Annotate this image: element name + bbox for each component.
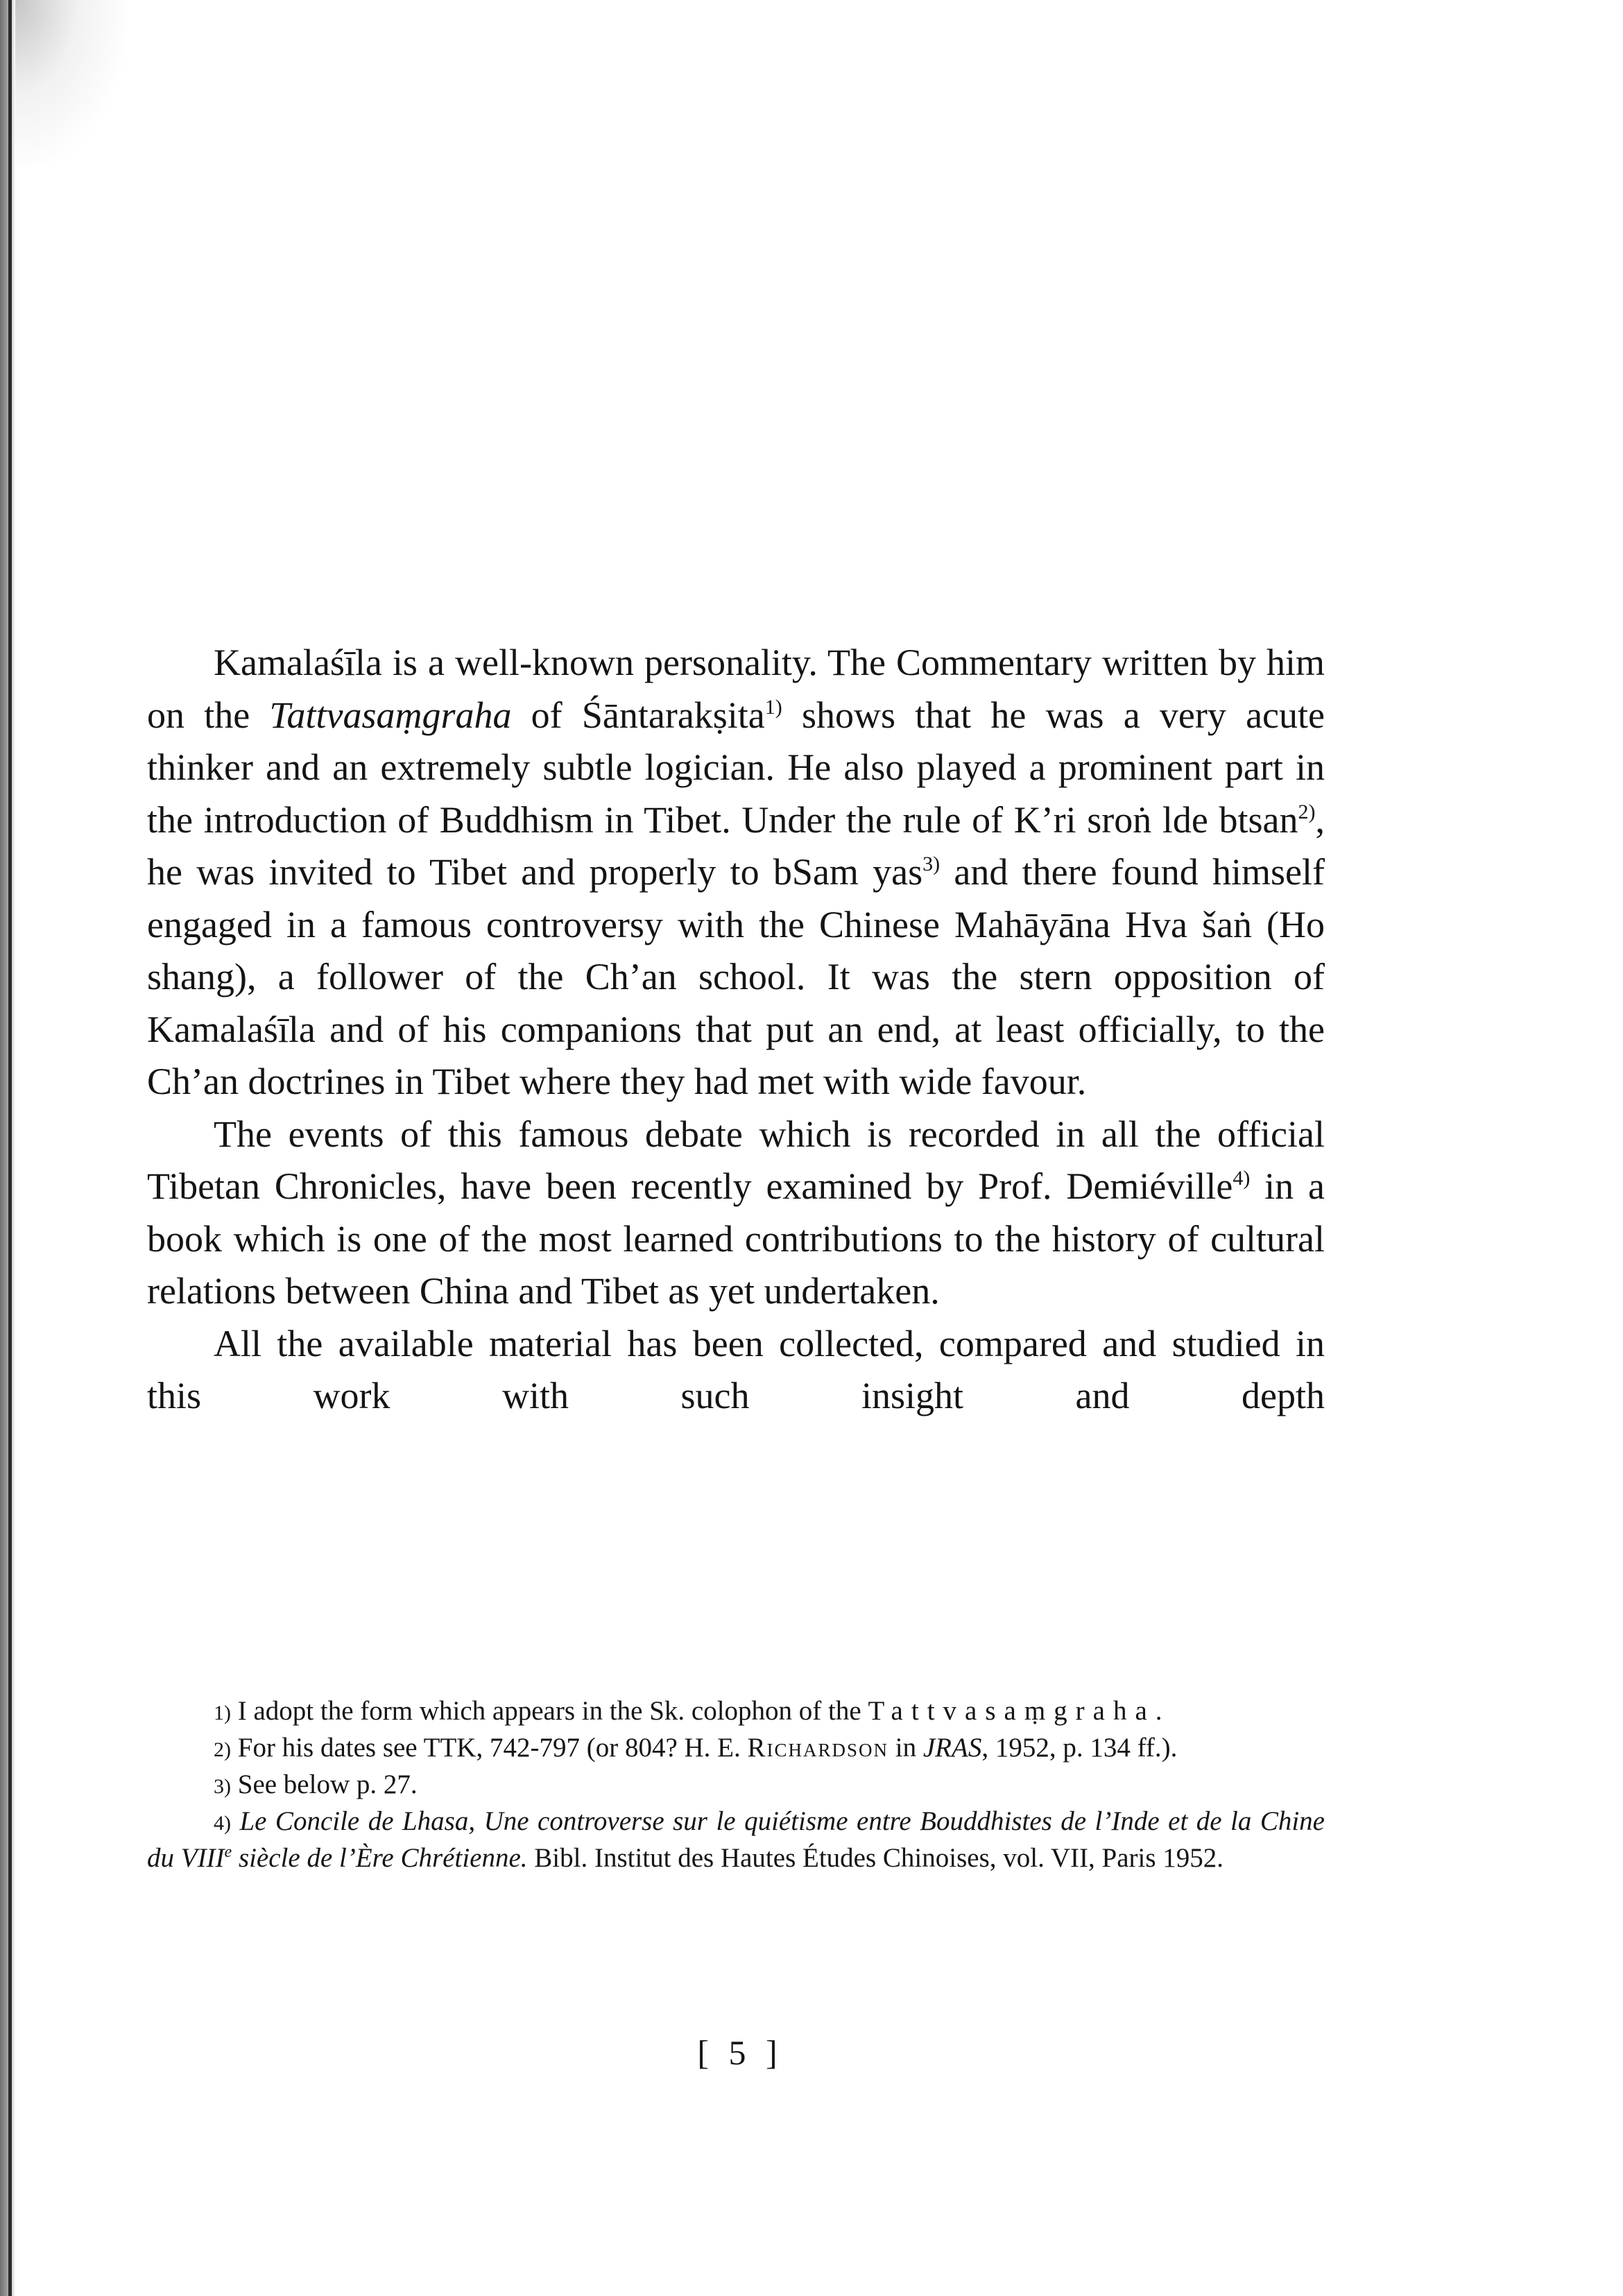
footnote-4: 4) Le Concile de Lhasa, Une controverse sur le quiétisme entre Bouddhistes de l’Inde et de la Chine du VIIIe siècle de l’Ère Chrétienne. Bibl. Institut des Hautes Études Chinoises, vol. VII, Paris 1952. bbox=[147, 1806, 1325, 1873]
paragraph-2: The events of this famous debate which is recorded in all the official Tibetan Chronicles, have been recently examined by Prof. Demiéville$^{4)}$ in a book which is one of the most learned contributions to the history of cultural relations between China and Tibet as yet undertaken. bbox=[147, 1113, 1325, 1312]
footnote-2: 2) For his dates see TTK, 742-797 (or 804? H. E. Richardson in JRAS, 1952, p. 134 ff.). bbox=[214, 1733, 1178, 1763]
scan-corner-shadow bbox=[15, 0, 126, 166]
footnotes bbox=[147, 1694, 1325, 1876]
footnote-3: 3) See below p. 27. bbox=[214, 1770, 418, 1799]
main-body-text bbox=[147, 637, 1325, 1423]
paragraph-1: Kamalaśīla is a well-known personality. The Commentary written by him on the Tattvasaṃgraha of Śāntarakṣita$^{1)}$ shows that he was a very acute thinker and an extremely subtle logician. He also played a prominent part in the introduction of Buddhism in Tibet. Under the rule of K’ri sroṅ lde btsan$^{2)}$, he was invited to Tibet and properly to bSam yas$^{3)}$ and there found himself engaged in a famous controversy with the Chinese Mahāyāna Hva šaṅ (Ho shang), a follower of the Ch’an school. It was the stern opposition of Kamalaśīla and of his companions that put an end, at least officially, to the Ch’an doctrines in Tibet where they had met with wide favour. bbox=[147, 642, 1325, 1102]
scan-binding-shadow bbox=[0, 0, 15, 2296]
footnote-ref-2: 2) bbox=[1298, 800, 1316, 823]
page-number: [ 5 ] bbox=[697, 2033, 783, 2072]
footnote-ref-3: 3) bbox=[922, 853, 941, 875]
paragraph-3: All the available material has been collected, compared and studied in this work with such insight and depth bbox=[147, 1322, 1325, 1416]
footnote-ref-4: 4) bbox=[1233, 1167, 1251, 1190]
footnote-1: 1) I adopt the form which appears in the Sk. colophon of the Tattvasaṃgraha. bbox=[214, 1696, 1162, 1726]
scan-binding-line bbox=[8, 0, 12, 2296]
footnote-ref-1: 1) bbox=[764, 695, 782, 719]
